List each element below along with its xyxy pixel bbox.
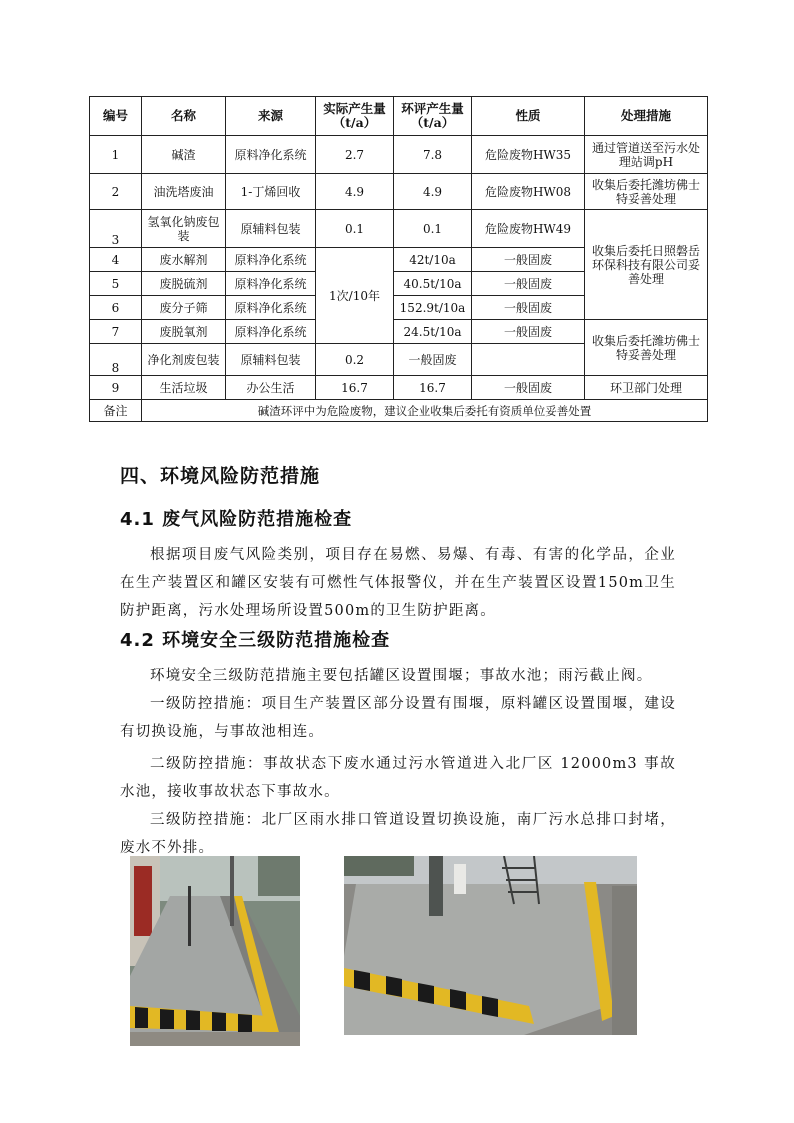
cell-source: 原料净化系统: [226, 272, 316, 296]
cell-eia: 152.9t/10a: [394, 296, 472, 320]
cell-source: 原料净化系统: [226, 320, 316, 344]
header-eia: 环评产生量 （t/a）: [394, 97, 472, 136]
cell-actual: 16.7: [316, 376, 394, 400]
cell-eia: 24.5t/10a: [394, 320, 472, 344]
table-header-row: [90, 97, 708, 136]
cell-eia: 0.2: [316, 344, 394, 376]
cell-actual: 2.7: [316, 136, 394, 174]
cell-source: 原辅料包装: [226, 344, 316, 376]
section-heading: 四、环境风险防范措施: [120, 465, 321, 487]
cell-no: 2: [90, 174, 142, 210]
cell-eia: 40.5t/10a: [394, 272, 472, 296]
table-row: [90, 376, 708, 400]
cell-nature: 危险废物HW49: [472, 210, 585, 248]
cell-no: 5: [90, 272, 142, 296]
cell-nature: 一般固废: [472, 376, 585, 400]
cell-nature: 一般固废: [394, 344, 472, 376]
cell-source: 原料净化系统: [226, 248, 316, 272]
cell-name: 油洗塔废油: [142, 174, 226, 210]
cell-source: 原料净化系统: [226, 136, 316, 174]
cell-treatment: 环卫部门处理: [585, 376, 708, 400]
header-no: 编号: [90, 97, 142, 136]
cell-nature: 危险废物HW35: [472, 136, 585, 174]
cell-name: 废分子筛: [142, 296, 226, 320]
cell-nature: 一般固废: [472, 296, 585, 320]
remark-text: 碱渣环评中为危险废物，建议企业收集后委托有资质单位妥善处置: [142, 400, 708, 422]
cell-source: 原料净化系统: [226, 296, 316, 320]
paragraph-level-3: 三级防控措施：北厂区雨水排口管道设置切换设施，南厂污水总排口封堵，废水不外排。: [120, 812, 676, 856]
paragraph-4-2-intro: 环境安全三级防范措施主要包括罐区设置围堰；事故水池；雨污截止阀。: [150, 668, 653, 684]
cell-no: 1: [90, 136, 142, 174]
table-row: [90, 320, 708, 344]
cell-name: 氢氧化钠废包装: [142, 210, 226, 248]
cell-eia: 42t/10a: [394, 248, 472, 272]
cell-actual: 1次/10年: [316, 248, 394, 344]
cell-source: 1-丁烯回收: [226, 174, 316, 210]
paragraph-level-2: 二级防控措施：事故状态下废水通过污水管道进入北厂区 12000m3 事故水池，接收事故状态下事故水。: [120, 756, 676, 800]
cell-no: 8: [90, 344, 142, 376]
cell-source: 办公生活: [226, 376, 316, 400]
table-row: [90, 174, 708, 210]
cell-name: 废脱硫剂: [142, 272, 226, 296]
remark-label: 备注: [90, 400, 142, 422]
cell-nature: 一般固废: [472, 272, 585, 296]
header-source: 来源: [226, 97, 316, 136]
cell-no: 9: [90, 376, 142, 400]
paragraph-4-1: 根据项目废气风险类别，项目存在易燃、易爆、有毒、有害的化学品，企业在生产装置区和罐区安装有可燃性气体报警仪，并在生产装置区设置150m卫生防护距离，污水处理场所设置500m的卫生防护距离。: [120, 547, 676, 619]
cell-name: 净化剂废包装: [142, 344, 226, 376]
cell-eia: 16.7: [394, 376, 472, 400]
solid-waste-table: [89, 96, 708, 422]
header-treatment: 处理措施: [585, 97, 708, 136]
cell-name: 生活垃圾: [142, 376, 226, 400]
subsection-heading-4-1: 4.1 废气风险防范措施检查: [120, 509, 353, 530]
cell-treatment: 收集后委托潍坊佛士特妥善处理: [585, 320, 708, 376]
cell-nature: 一般固废: [472, 248, 585, 272]
cell-treatment: 收集后委托日照磐岳环保科技有限公司妥善处理: [585, 210, 708, 320]
cofferdam-photo-walkway: [130, 856, 300, 1046]
subsection-heading-4-2: 4.2 环境安全三级防范措施检查: [120, 630, 391, 651]
cell-eia: 4.9: [394, 174, 472, 210]
cell-nature: 一般固废: [472, 320, 585, 344]
cell-treatment: 通过管道送至污水处理站调pH: [585, 136, 708, 174]
cell-eia: 7.8: [394, 136, 472, 174]
cell-name: 废水解剂: [142, 248, 226, 272]
cell-no: 3: [90, 210, 142, 248]
table-row: [90, 136, 708, 174]
table-remark-row: [90, 400, 708, 422]
paragraph-level-1: 一级防控措施：项目生产装置区部分设置有围堰，原料罐区设置围堰，建设有切换设施，与事故池相连。: [120, 696, 676, 740]
header-actual: 实际产生量 （t/a）: [316, 97, 394, 136]
cell-actual: 4.9: [316, 174, 394, 210]
cell-name: 碱渣: [142, 136, 226, 174]
cell-no: 4: [90, 248, 142, 272]
cell-name: 废脱氧剂: [142, 320, 226, 344]
table-row: [90, 210, 708, 248]
cell-no: 6: [90, 296, 142, 320]
header-name: 名称: [142, 97, 226, 136]
cofferdam-photo-pad: [344, 856, 637, 1035]
header-nature: 性质: [472, 97, 585, 136]
cell-actual: 0.1: [316, 210, 394, 248]
cell-source: 原辅料包装: [226, 210, 316, 248]
cell-no: 7: [90, 320, 142, 344]
cell-nature: 危险废物HW08: [472, 174, 585, 210]
cell-eia: 0.1: [394, 210, 472, 248]
cell-treatment: 收集后委托潍坊佛士特妥善处理: [585, 174, 708, 210]
